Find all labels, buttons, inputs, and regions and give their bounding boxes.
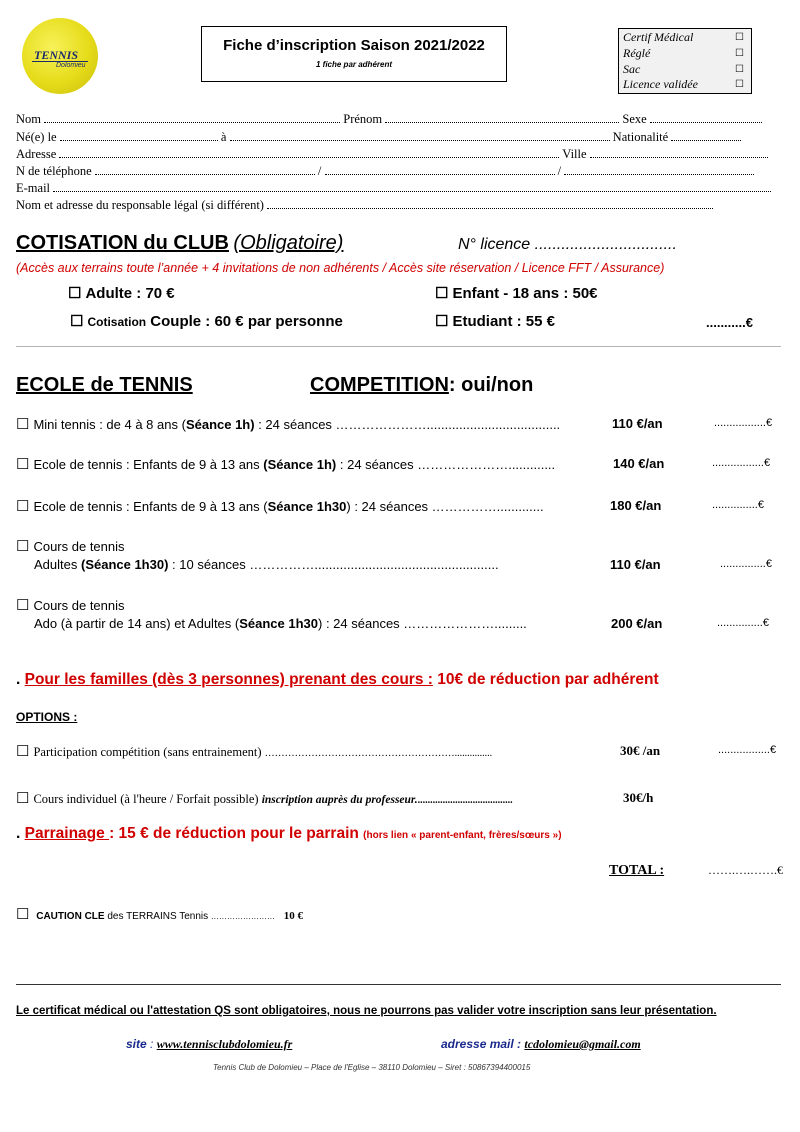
licence-field[interactable]: ................................ — [534, 236, 677, 253]
ecole-item-enfants-1h[interactable] — [16, 455, 555, 473]
prenom-label: Prénom — [343, 112, 383, 126]
adultes-label: Adultes — [34, 557, 81, 572]
mini-tennis-label: Mini tennis : de 4 à 8 ans ( — [33, 417, 186, 432]
telephone-row — [16, 164, 754, 179]
enfants-1h-amount[interactable]: .................€ — [712, 457, 771, 469]
ecole-item-ado — [34, 616, 527, 631]
total-label: TOTAL : — [609, 863, 665, 878]
etudiant-option[interactable] — [435, 312, 555, 330]
footer-divider — [16, 984, 781, 985]
option-competition-amount[interactable]: .................€ — [718, 744, 777, 756]
admin-checkbox-sac[interactable]: ☐ — [735, 64, 744, 75]
ecole-title: ECOLE de TENNIS — [16, 374, 193, 396]
nationalite-label: Nationalité — [612, 130, 669, 144]
total-field[interactable]: …….….…….€ — [708, 863, 783, 877]
enfants-1h-seance: (Séance 1h) — [263, 457, 337, 472]
adresse-label: Adresse — [16, 147, 57, 161]
adresse-row — [16, 147, 768, 162]
famille-reduction: 10€ de réduction par adhérent — [437, 671, 659, 688]
parrainage-prefix: . — [16, 825, 25, 842]
sexe-field[interactable] — [650, 113, 762, 123]
enfant-option[interactable] — [435, 284, 598, 302]
title-box — [201, 26, 507, 82]
admin-checkbox-regle[interactable]: ☐ — [735, 48, 744, 59]
admin-checkbox-certif[interactable]: ☐ — [735, 32, 744, 43]
mini-tennis-amount[interactable]: .................€ — [714, 417, 773, 429]
adultes-checkbox[interactable]: ☐ — [16, 538, 30, 555]
enfants-1h-price: 140 €/an — [613, 456, 665, 471]
parrainage-label: Parrainage — [24, 825, 110, 842]
enfants-1h30-seance: Séance 1h30 — [267, 499, 347, 514]
ne-le-label: Né(e) le — [16, 130, 57, 144]
admin-checkbox-licence[interactable]: ☐ — [735, 79, 744, 90]
ecole-item-adultes — [34, 557, 499, 572]
adultes-title: Cours de tennis — [33, 539, 125, 554]
site-link[interactable]: www.tennisclubdolomieu.fr — [156, 1037, 293, 1051]
enfants-1h30-rest: ) : 24 séances ……………............. — [346, 499, 544, 514]
cotisation-amount-field[interactable]: ...........€ — [706, 315, 753, 330]
enfants-1h-rest: : 24 séances …………………............. — [336, 457, 556, 472]
ecole-item-adultes-title[interactable] — [16, 537, 125, 555]
naissance-row — [16, 130, 741, 145]
option-individuel-note: inscription auprès du professeur. — [261, 794, 418, 806]
parrainage-note: (hors lien « parent-enfant, frères/sœurs ») — [363, 830, 562, 841]
logo-subtext: Dolomieu — [56, 62, 86, 69]
telephone-slash-1: / — [317, 164, 322, 178]
option-individuel-checkbox[interactable]: ☐ — [16, 791, 30, 807]
adulte-label: Adulte : 70 € — [85, 285, 175, 302]
option-competition[interactable] — [16, 742, 492, 761]
option-individuel[interactable] — [16, 789, 513, 808]
adulte-checkbox[interactable]: ☐ — [68, 285, 82, 302]
licence-row — [458, 236, 677, 254]
telephone-field-2[interactable] — [325, 165, 555, 175]
lieu-field[interactable] — [230, 131, 610, 141]
enfants-1h-checkbox[interactable]: ☐ — [16, 456, 30, 473]
caution-dots: …………………… — [210, 912, 275, 921]
caution-text: des TERRAINS Tennis — [104, 911, 211, 922]
option-individuel-price: 30€/h — [623, 790, 654, 805]
couple-checkbox[interactable]: ☐ — [70, 313, 84, 330]
competition-heading — [310, 374, 533, 397]
ado-label: Ado (à partir de 14 ans) et Adultes ( — [34, 616, 240, 631]
mini-tennis-checkbox[interactable]: ☐ — [16, 416, 30, 433]
admin-label-sac: Sac — [623, 62, 641, 76]
enfants-1h30-label: Ecole de tennis : Enfants de 9 à 13 ans ( — [33, 499, 268, 514]
legal-field[interactable] — [267, 199, 713, 209]
licence-label: N° licence — [458, 236, 531, 253]
ville-label: Ville — [562, 147, 587, 161]
option-competition-label: Participation compétition (sans entrainement) — [33, 745, 262, 759]
caution-price: 10 € — [283, 910, 303, 922]
enfants-1h30-price: 180 €/an — [610, 498, 662, 513]
option-individuel-label: Cours individuel (à l'heure / Forfait possible) — [33, 792, 259, 806]
mail-link[interactable]: tcdolomieu@gmail.com — [524, 1037, 641, 1051]
legal-label: Nom et adresse du responsable légal (si différent) — [16, 198, 264, 212]
section-divider — [16, 346, 781, 347]
admin-box — [618, 28, 752, 94]
mini-tennis-rest: : 24 séances …………………..................................... — [254, 417, 561, 432]
telephone-field-3[interactable] — [564, 165, 754, 175]
option-individuel-dots: ...................................... — [417, 795, 513, 806]
mini-tennis-seance: Séance 1h) — [185, 417, 255, 432]
enfant-checkbox[interactable]: ☐ — [435, 285, 449, 302]
famille-row — [16, 671, 659, 689]
ado-seance: Séance 1h30 — [239, 616, 319, 631]
ecole-item-enfants-1h30[interactable] — [16, 497, 544, 515]
famille-text: Pour les familles (dès 3 personnes) prenant des cours : — [24, 671, 433, 688]
cotisation-title: COTISATION du CLUB — [16, 232, 229, 254]
telephone-field-1[interactable] — [95, 165, 315, 175]
enfants-1h-label: Ecole de tennis : Enfants de 9 à 13 ans — [33, 457, 264, 472]
parrainage-text: : 15 € de réduction pour le parrain — [109, 825, 359, 842]
mail-label: adresse mail : — [441, 1037, 525, 1051]
ado-title: Cours de tennis — [33, 598, 125, 613]
mini-tennis-price: 110 €/an — [612, 416, 663, 431]
adultes-rest: : 10 séances ……………................................................... — [168, 557, 499, 572]
adultes-price: 110 €/an — [610, 557, 661, 572]
telephone-label: N de téléphone — [16, 164, 92, 178]
admin-label-certif: Certif Médical — [623, 30, 694, 44]
admin-label-licence: Licence validée — [623, 77, 698, 91]
ecole-item-ado-title[interactable] — [16, 596, 125, 614]
telephone-slash-2: / — [557, 164, 562, 178]
competition-label: COMPETITION — [310, 374, 449, 396]
cotisation-obligatoire: (Obligatoire) — [233, 232, 344, 254]
ville-field[interactable] — [590, 148, 768, 158]
couple-prefix: Cotisation — [87, 315, 147, 329]
ne-le-field[interactable] — [60, 131, 218, 141]
email-row — [16, 181, 771, 196]
footer-mail-row — [441, 1037, 641, 1052]
caution-row[interactable] — [16, 905, 303, 923]
caution-label: CAUTION CLE — [36, 911, 105, 922]
footer-address: Tennis Club de Dolomieu – Place de l'Eglise – 38110 Dolomieu – Siret : 50867394400015 — [213, 1063, 531, 1072]
parrainage-row — [16, 825, 562, 843]
etudiant-label: Etudiant : 55 € — [452, 313, 555, 330]
ado-amount[interactable]: ...............€ — [717, 617, 769, 629]
nom-label: Nom — [16, 112, 41, 126]
cotisation-heading — [16, 232, 343, 255]
enfant-label: Enfant - 18 ans : 50€ — [452, 285, 598, 302]
legal-row — [16, 198, 713, 213]
sexe-label: Sexe — [622, 112, 647, 126]
ado-rest: ) : 24 séances …………………......... — [318, 616, 527, 631]
option-competition-price: 30€ /an — [620, 743, 661, 758]
ado-price: 200 €/an — [611, 616, 663, 631]
admin-label-regle: Réglé — [623, 46, 651, 60]
page-title: Fiche d’inscription Saison 2021/2022 — [223, 37, 485, 54]
adresse-field[interactable] — [59, 148, 559, 158]
page-subtitle: 1 fiche par adhérent — [315, 60, 393, 69]
nom-field[interactable] — [44, 113, 340, 123]
competition-choice[interactable]: : oui/non — [448, 374, 534, 396]
options-title: OPTIONS : — [16, 710, 78, 724]
footer-warning: Le certificat médical ou l'attestation QS sont obligatoires, nous ne pourrons pas valider votre inscription sans leur présentation. — [16, 1005, 717, 1017]
nationalite-field[interactable] — [671, 131, 741, 141]
adultes-amount[interactable]: ...............€ — [720, 558, 772, 570]
prenom-field[interactable] — [385, 113, 619, 123]
option-competition-checkbox[interactable]: ☐ — [16, 744, 30, 760]
etudiant-checkbox[interactable]: ☐ — [435, 313, 449, 330]
site-separator: : — [146, 1037, 157, 1051]
footer-site-row — [126, 1037, 292, 1052]
caution-checkbox[interactable]: ☐ — [16, 906, 30, 923]
adulte-option[interactable] — [68, 284, 175, 302]
email-label: E-mail — [16, 181, 51, 195]
famille-prefix: . — [16, 671, 25, 688]
club-logo — [22, 18, 98, 94]
option-competition-dots: …………………………………………………............... — [264, 748, 493, 759]
couple-option[interactable] — [70, 312, 343, 330]
couple-label: Couple : 60 € par personne — [150, 313, 343, 330]
ecole-item-mini-tennis[interactable] — [16, 415, 560, 433]
nom-row — [16, 112, 762, 127]
adultes-seance: (Séance 1h30) — [80, 557, 169, 572]
logo-text: TENNIS — [34, 48, 79, 62]
cotisation-note: (Accès aux terrains toute l’année + 4 invitations de non adhérents / Accès site réservation / Licence FFT / Assurance) — [16, 261, 665, 275]
enfants-1h30-amount[interactable]: ...............€ — [712, 499, 764, 511]
ado-checkbox[interactable]: ☐ — [16, 597, 30, 614]
site-label: site — [126, 1037, 147, 1051]
a-label: à — [220, 130, 227, 144]
email-field[interactable] — [53, 182, 771, 192]
enfants-1h30-checkbox[interactable]: ☐ — [16, 498, 30, 515]
